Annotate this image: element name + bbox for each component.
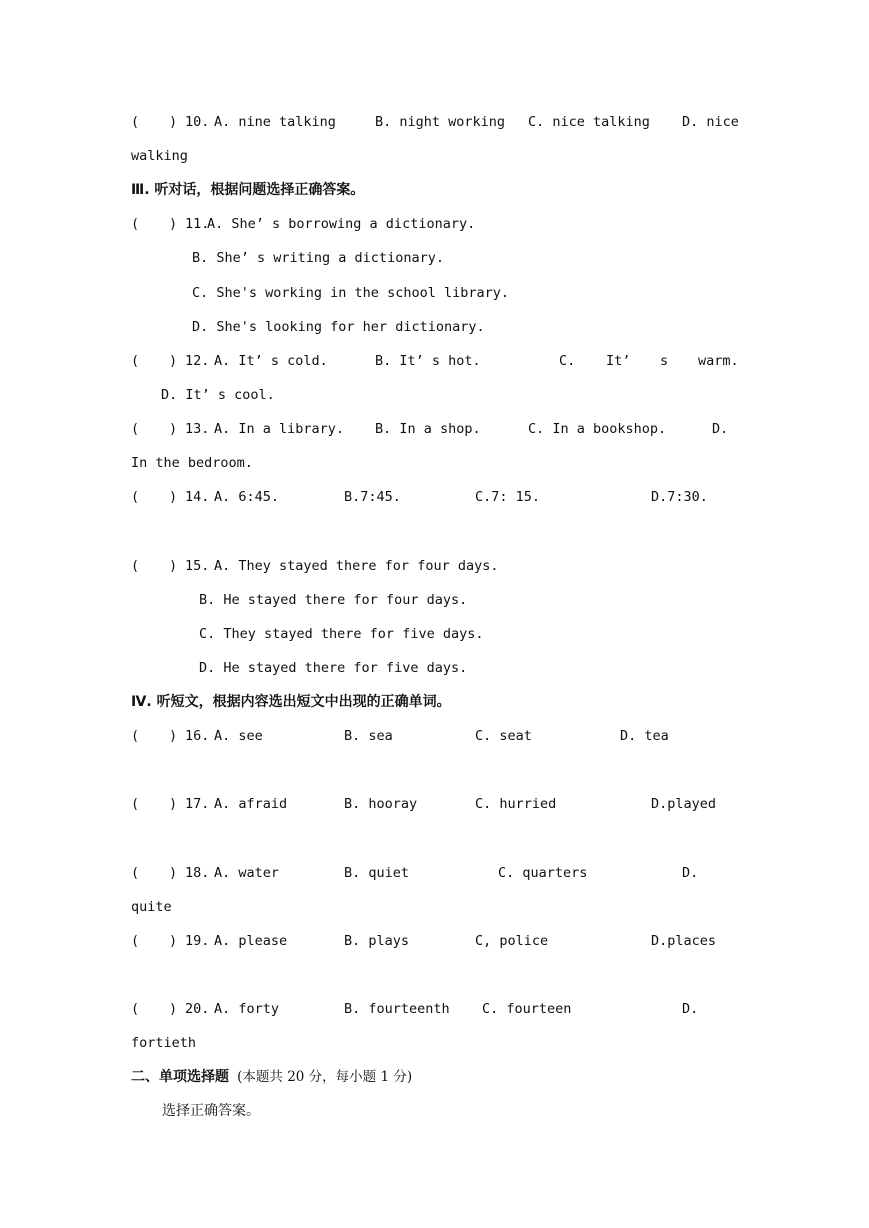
option-c: C, police	[475, 933, 549, 949]
option-b: B. In a shop.	[375, 421, 481, 437]
option-d: D. nice	[682, 114, 739, 130]
answer-bracket-close: )	[169, 489, 178, 505]
answer-bracket-open: (	[131, 421, 140, 437]
option-b: B. He stayed there for four days.	[199, 592, 468, 608]
option-a: A. afraid	[214, 796, 288, 812]
question-number: 13.	[185, 421, 210, 437]
question-number: 18.	[185, 865, 210, 881]
option-d: D.played	[651, 796, 717, 812]
option-d-continued: fortieth	[131, 1035, 197, 1051]
option-c: C. seat	[475, 728, 532, 744]
part-2-heading	[131, 1068, 412, 1086]
answer-bracket-close: )	[169, 865, 178, 881]
option-c: C.7: 15.	[475, 489, 541, 505]
option-c: C. quarters	[498, 865, 588, 881]
option-a: A. see	[214, 728, 263, 744]
option-d: D.	[682, 865, 699, 881]
answer-bracket-close: )	[169, 114, 178, 130]
option-a: A. In a library.	[214, 421, 345, 437]
option-c-word: It’	[606, 353, 631, 369]
part-2-title: 二、单项选择题	[131, 1069, 229, 1085]
option-c: C. She's working in the school library.	[192, 285, 509, 301]
answer-bracket-open: (	[131, 216, 140, 232]
option-d: D.places	[651, 933, 717, 949]
question-number: 19.	[185, 933, 210, 949]
option-a: A. They stayed there for four days.	[214, 558, 499, 574]
option-b: B. She’ s writing a dictionary.	[192, 250, 444, 266]
question-number: 11.	[185, 216, 210, 232]
answer-bracket-close: )	[169, 728, 178, 744]
answer-bracket-open: (	[131, 933, 140, 949]
option-d: D. He stayed there for five days.	[199, 660, 468, 676]
answer-bracket-close: )	[169, 216, 178, 232]
answer-bracket-open: (	[131, 1001, 140, 1017]
option-a: A. water	[214, 865, 280, 881]
option-a: A. 6:45.	[214, 489, 280, 505]
option-c-label: C.	[559, 353, 576, 369]
option-b: B. plays	[344, 933, 410, 949]
answer-bracket-open: (	[131, 558, 140, 574]
answer-bracket-close: )	[169, 558, 178, 574]
option-b: B. quiet	[344, 865, 410, 881]
section-3-title: Ⅲ. 听对话，根据问题选择正确答案。	[131, 182, 365, 198]
option-c: C. hurried	[475, 796, 557, 812]
answer-bracket-close: )	[169, 796, 178, 812]
option-d: D. It’ s cool.	[161, 387, 275, 403]
question-number: 16.	[185, 728, 210, 744]
question-number: 15.	[185, 558, 210, 574]
option-c-word: warm.	[698, 353, 739, 369]
option-c: C. fourteen	[482, 1001, 572, 1017]
part-2-note: (本题共 20 分，每小题 1 分)	[237, 1069, 413, 1085]
option-a: A. She’ s borrowing a dictionary.	[207, 216, 476, 232]
answer-bracket-close: )	[169, 353, 178, 369]
option-b: B. sea	[344, 728, 393, 744]
section-4-title: Ⅳ. 听短文，根据内容选出短文中出现的正确单词。	[131, 694, 451, 710]
answer-bracket-close: )	[169, 421, 178, 437]
answer-bracket-open: (	[131, 489, 140, 505]
question-number: 10.	[185, 114, 210, 130]
option-b: B. night working	[375, 114, 506, 130]
question-number: 17.	[185, 796, 210, 812]
option-d-continued: In the bedroom.	[131, 455, 253, 471]
option-a: A. please	[214, 933, 288, 949]
question-number: 20.	[185, 1001, 210, 1017]
answer-bracket-open: (	[131, 728, 140, 744]
answer-bracket-close: )	[169, 933, 178, 949]
option-d: D.	[682, 1001, 699, 1017]
question-number: 14.	[185, 489, 210, 505]
answer-bracket-open: (	[131, 796, 140, 812]
answer-bracket-open: (	[131, 865, 140, 881]
part-2-instruction: 选择正确答案。	[162, 1103, 260, 1119]
option-b: B. fourteenth	[344, 1001, 450, 1017]
option-c: C. nice talking	[528, 114, 650, 130]
option-d-continued: quite	[131, 899, 172, 915]
option-c: C. They stayed there for five days.	[199, 626, 484, 642]
option-c: C. In a bookshop.	[528, 421, 667, 437]
question-number: 12.	[185, 353, 210, 369]
option-d: D. tea	[620, 728, 669, 744]
option-b: B.7:45.	[344, 489, 401, 505]
answer-bracket-close: )	[169, 1001, 178, 1017]
option-a: A. forty	[214, 1001, 280, 1017]
option-c-word: s	[660, 353, 669, 369]
option-b: B. hooray	[344, 796, 418, 812]
option-d-continued: walking	[131, 148, 188, 164]
option-d: D.7:30.	[651, 489, 708, 505]
option-d: D. She's looking for her dictionary.	[192, 319, 485, 335]
option-a: A. nine talking	[214, 114, 336, 130]
answer-bracket-open: (	[131, 353, 140, 369]
option-a: A. It’ s cold.	[214, 353, 328, 369]
answer-bracket-open: (	[131, 114, 140, 130]
option-b: B. It’ s hot.	[375, 353, 481, 369]
option-d: D.	[712, 421, 729, 437]
